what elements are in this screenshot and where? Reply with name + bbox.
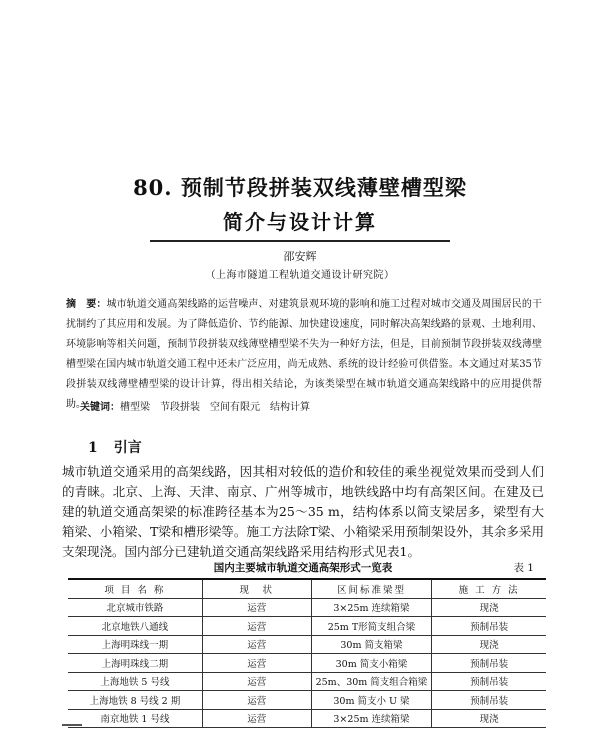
table-cell: 上海明珠线二期 xyxy=(68,654,202,673)
table-cell: 预制吊装 xyxy=(432,672,546,691)
title-divider xyxy=(150,240,450,242)
table-cell: 3×25m 连续箱梁 xyxy=(311,709,432,728)
table-cell: 预制吊装 xyxy=(432,617,546,636)
table-cell: 30m 简支小 U 梁 xyxy=(311,691,432,710)
table-cell: 25m、30m 简支组合箱梁 xyxy=(311,672,432,691)
table-cell: 上海地铁 5 号线 xyxy=(68,672,202,691)
table-row xyxy=(68,617,546,636)
table-row xyxy=(68,635,546,654)
author-affiliation: （上海市隧道工程轨道交通设计研究院） xyxy=(205,270,395,281)
table-cell: 运营 xyxy=(202,672,311,691)
table-cell: 30m 简支小箱梁 xyxy=(311,654,432,673)
table-cell: 南京地铁 1 号线 xyxy=(68,709,202,728)
table-cell: 现浇 xyxy=(432,635,546,654)
page-footer-mark xyxy=(62,724,82,726)
author-name: 邵安辉 xyxy=(283,250,317,263)
table-row xyxy=(68,672,546,691)
table-cell: 运营 xyxy=(202,598,311,617)
table-caption xyxy=(62,560,544,576)
table-cell: 运营 xyxy=(202,691,311,710)
table-cell: 25m T形简支组合梁 xyxy=(311,617,432,636)
abstract-text: 城市轨道交通高架线路的运营噪声、对建筑景观环境的影响和施工过程对城市交通及周围居民的干扰制约了其应用和发展。为了降低造价、节约能源、加快建设速度，同时解决高架线路的景观、土地利用、环境影响等相关问题，预制节段拼装双线薄壁槽型梁不失为一种好方法，但是，目前预制节段拼装双线薄壁槽型梁在国内城市轨道交通工程中还未广泛应用，尚无成熟、系统的设计经验可供借鉴。本文通过对某35节段拼装双线薄壁槽型梁的设计计算，得出相关结论，为该类梁型在城市轨道交通高架线路中的应用提供帮助。 xyxy=(66,299,543,410)
data-table xyxy=(68,578,546,728)
table-cell: 预制吊装 xyxy=(432,654,546,673)
table-header-row xyxy=(68,579,546,598)
table-cell: 上海地铁 8 号线 2 期 xyxy=(68,691,202,710)
section-number: 1 xyxy=(88,440,98,456)
keywords-label: 关键词： xyxy=(80,402,120,413)
column-header: 施 工 方 法 xyxy=(432,579,546,598)
table-cell: 30m 简支箱梁 xyxy=(311,635,432,654)
section-title: 引言 xyxy=(113,440,142,456)
table-cell: 现浇 xyxy=(432,709,546,728)
table-row xyxy=(68,709,546,728)
keywords xyxy=(80,398,550,418)
paper-title: 80. 预制节段拼装双线薄壁槽型梁 xyxy=(133,175,467,200)
paper-subtitle: 简介与设计计算 xyxy=(223,210,377,234)
column-header: 区间标准梁型 xyxy=(311,579,432,598)
section-heading xyxy=(88,437,142,457)
table-cell: 3×25m 连续箱梁 xyxy=(311,598,432,617)
table-cell: 运营 xyxy=(202,617,311,636)
abstract-label: 摘 要： xyxy=(66,299,107,310)
body-paragraph: 城市轨道交通采用的高架线路，因其相对较低的造价和较佳的乘坐视觉效果而受到人们的青睐。北京、上海、天津、南京、广州等城市，地铁线路中均有高架区间。在建及已建的轨道交通高架梁的标准跨径基本为25～35 m，结构体系以简支梁居多，梁型有大箱梁、小箱梁、T梁和槽形梁等。施工方法除T梁、小箱梁采用预制架设外，其余多采用支架现浇。国内部分已建轨道交通高架线路采用结构形式见表1。 xyxy=(62,464,544,559)
table-cell: 预制吊装 xyxy=(432,691,546,710)
table-cell: 运营 xyxy=(202,654,311,673)
table-title: 国内主要城市轨道交通高架形式一览表 xyxy=(213,562,393,574)
table-row xyxy=(68,598,546,617)
column-header: 现 状 xyxy=(202,579,311,598)
abstract xyxy=(66,295,542,415)
column-header: 项 目 名 称 xyxy=(68,579,202,598)
table-cell: 北京地铁八通线 xyxy=(68,617,202,636)
keywords-text: 槽型梁 节段拼装 空间有限元 结构计算 xyxy=(120,402,310,413)
table-cell: 北京城市铁路 xyxy=(68,598,202,617)
table-cell: 现浇 xyxy=(432,598,546,617)
table-row xyxy=(68,691,546,710)
table-cell: 运营 xyxy=(202,709,311,728)
table-row xyxy=(68,654,546,673)
table-number: 表 1 xyxy=(513,562,534,574)
table-cell: 上海明珠线一期 xyxy=(68,635,202,654)
table-cell: 运营 xyxy=(202,635,311,654)
